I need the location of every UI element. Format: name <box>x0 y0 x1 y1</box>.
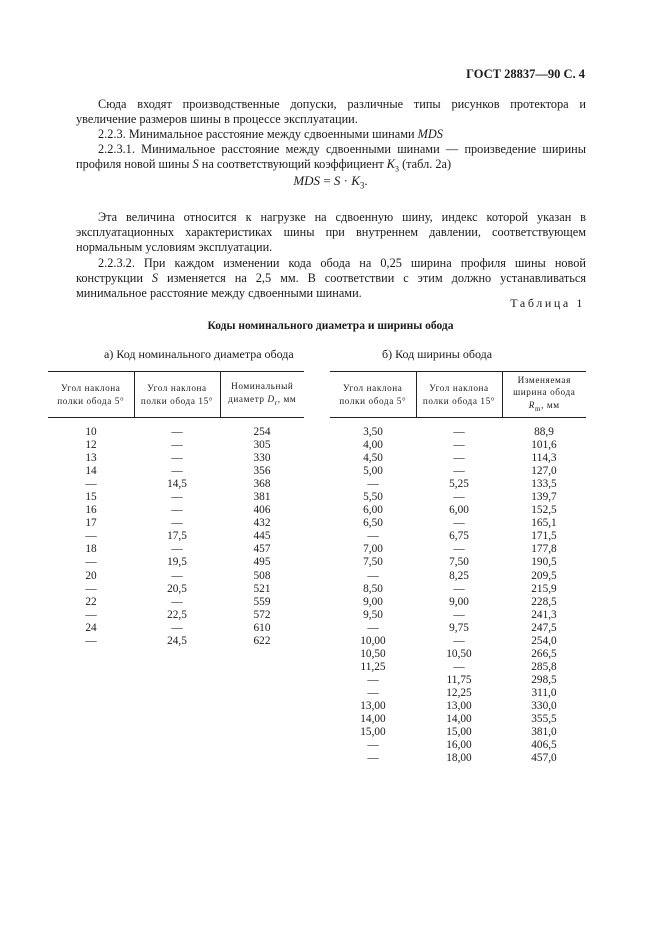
table-cell: — <box>85 582 97 595</box>
table-cell: — <box>171 517 183 530</box>
table-row <box>330 622 586 635</box>
table-cell: 406 <box>253 504 271 517</box>
table-cell: — <box>453 426 465 439</box>
table-cell: — <box>85 556 97 569</box>
clause-2-2-3-1 <box>76 142 586 177</box>
clause-text-b: изменяется на 2,5 мм. В соответствии с этим должно устанавливаться минимальное расстояние между сдвоенными шинами. <box>76 271 587 301</box>
clause-number: 2.2.3.1. <box>98 142 135 156</box>
table-cell: 14,00 <box>360 713 386 726</box>
table-cell: 18,00 <box>446 752 472 765</box>
table-cell: 12 <box>85 439 97 452</box>
table-cell: 19,5 <box>167 556 187 569</box>
table-row <box>48 491 304 504</box>
clause-number: 2.2.3.2. <box>98 256 135 270</box>
table-cell: 6,00 <box>363 504 383 517</box>
table-cell: 330 <box>253 452 271 465</box>
table-row <box>330 504 586 517</box>
var-k-sub: 3 <box>394 164 399 174</box>
table-cell: 7,00 <box>363 543 383 556</box>
clause-abbr: MDS <box>417 127 443 141</box>
var-k: K <box>386 157 395 172</box>
table-row <box>330 739 586 752</box>
col-header-unit: , мм <box>541 399 560 410</box>
table-row <box>48 530 304 543</box>
table-cell: 152,5 <box>531 504 557 517</box>
table-cell: 10,50 <box>446 647 472 660</box>
clause-text-a: При каждом изменении кода обода на 0,25 ширина профиля шины новой конструкции <box>76 256 586 286</box>
table-cell: 330,0 <box>531 700 557 712</box>
table-b-subtitle: б) Код ширины обода <box>382 347 493 361</box>
table-cell: 8,50 <box>363 582 383 595</box>
table-cell: — <box>367 621 379 634</box>
clause-text-a: Минимальное расстояние между сдвоенными шинами — произведение ширины профиля новой шины <box>76 142 586 172</box>
table-rim-diameter <box>48 371 304 648</box>
table-row <box>330 661 586 674</box>
table-cell: 285,8 <box>531 660 557 673</box>
table-cell: 16 <box>85 504 97 517</box>
table-row <box>330 648 586 661</box>
table-row <box>330 570 586 583</box>
table-cell: 5,25 <box>449 478 469 491</box>
table-cell: — <box>171 595 183 608</box>
table-cell: 20,5 <box>167 582 187 595</box>
table-cell: 228,5 <box>531 595 557 608</box>
table-cell: 457 <box>253 543 271 556</box>
table-cell: 7,50 <box>449 556 469 569</box>
table-cell: — <box>171 439 183 452</box>
col-header-15deg: Угол наклона полки обода 15° <box>134 372 220 418</box>
table-rim-width <box>330 371 586 765</box>
table-cell: 18 <box>85 543 97 556</box>
table-cell: 8,25 <box>449 569 469 582</box>
table-cell: 610 <box>253 621 271 634</box>
table-cell: 381,0 <box>531 726 557 739</box>
table-row <box>330 713 586 726</box>
table-cell: — <box>367 673 379 686</box>
paragraph-load-text: Эта величина относится к нагрузке на сдвоенную шину, индекс которой указан в эксплуатационных характеристиках шины при внутреннем давлении, соответствующем нормальным условиям эксплуатации. <box>76 210 586 255</box>
table-cell: 10,50 <box>360 647 386 660</box>
table-cell: 6,75 <box>449 530 469 543</box>
paragraph-tolerances <box>76 97 586 127</box>
table-cell: — <box>367 530 379 543</box>
table-cell: — <box>171 543 183 556</box>
table-cell: 114,3 <box>531 452 557 465</box>
table-cell: 559 <box>253 595 271 608</box>
table-cell: — <box>171 452 183 465</box>
var-s: S <box>192 157 199 172</box>
table-cell: 311,0 <box>531 686 557 699</box>
table-row <box>48 418 304 440</box>
col-header-sub: r <box>274 398 278 407</box>
table-cell: 14,5 <box>167 478 187 491</box>
table-cell: — <box>85 530 97 543</box>
table-cell: 381 <box>253 491 271 504</box>
table-cell: 432 <box>253 517 271 530</box>
table-row <box>330 726 586 739</box>
table-row <box>330 752 586 765</box>
table-cell: 13,00 <box>446 700 472 712</box>
table-cell: 171,5 <box>531 530 557 543</box>
col-header-text: Изменяемая ширина обода <box>513 374 576 398</box>
table-cell: — <box>171 491 183 504</box>
table-row <box>330 465 586 478</box>
clause-text-b: на соответствующий коэффициент <box>201 157 384 172</box>
col-header-15deg: Угол наклона полки обода 15° <box>416 372 502 418</box>
table-title: Коды номинального диаметра и ширины обода <box>207 320 454 332</box>
table-cell: 15 <box>85 491 97 504</box>
table-cell: 7,50 <box>363 556 383 569</box>
table-cell: — <box>171 465 183 478</box>
table-cell: 254,0 <box>531 634 557 647</box>
table-row <box>330 530 586 543</box>
table-cell: 247,5 <box>531 621 557 634</box>
table-row <box>330 543 586 556</box>
table-row <box>330 635 586 648</box>
table-cell: 622 <box>253 634 271 647</box>
formula-s: S <box>333 173 341 188</box>
col-header-5deg: Угол наклона полки обода 5° <box>48 372 134 418</box>
table-cell: 22,5 <box>167 608 187 621</box>
table-cell: 10 <box>85 426 97 439</box>
table-row <box>48 452 304 465</box>
table-cell: 572 <box>253 608 271 621</box>
col-header-var: D <box>267 393 275 404</box>
table-row <box>330 700 586 713</box>
col-header-sub: m <box>535 404 542 413</box>
table-row <box>48 583 304 596</box>
formula-mds <box>0 173 661 191</box>
table-a-subtitle: а) Код номинального диаметра обода <box>104 347 294 361</box>
table-row <box>330 556 586 569</box>
formula-k: K <box>351 173 360 188</box>
table-cell: — <box>453 582 465 595</box>
table-cell: 495 <box>253 556 271 569</box>
table-cell: 17 <box>85 517 97 530</box>
table-label: Таблица 1 <box>510 296 585 310</box>
table-cell: — <box>453 608 465 621</box>
table-cell: 15,00 <box>446 726 472 739</box>
table-cell: 457,0 <box>531 752 557 765</box>
formula-lhs: MDS <box>293 173 321 188</box>
table-cell: 9,50 <box>363 608 383 621</box>
table-cell: — <box>453 465 465 478</box>
page-header: ГОСТ 28837—90 С. 4 <box>466 67 585 81</box>
col-header-var: R <box>528 399 536 410</box>
table-cell: 508 <box>253 569 271 582</box>
table-row <box>48 465 304 478</box>
table-cell: 13,00 <box>360 700 386 712</box>
table-cell: 133,5 <box>531 478 557 491</box>
table-cell: 16,00 <box>446 739 472 752</box>
paragraph-tolerances-text: Сюда входят производственные допуски, различные типы рисунков протектора и увеличение размеров шины в процессе эксплуатации. <box>76 97 586 127</box>
table-cell: 127,0 <box>531 465 557 478</box>
table-cell: — <box>367 569 379 582</box>
table-row <box>48 504 304 517</box>
table-cell: 11,25 <box>360 660 386 673</box>
table-row <box>330 517 586 530</box>
table-cell: 190,5 <box>531 556 557 569</box>
clause-text-c: (табл. 2а) <box>402 157 452 172</box>
table-cell: — <box>453 660 465 673</box>
col-header-unit: , мм <box>277 393 297 404</box>
table-cell: 4,00 <box>363 439 383 452</box>
table-cell: — <box>85 478 97 491</box>
table-cell: 254 <box>253 426 271 439</box>
col-header-diameter <box>220 372 304 418</box>
table-cell: — <box>85 634 97 647</box>
table-cell: 406,5 <box>531 739 557 752</box>
clause-2-2-3 <box>76 127 586 142</box>
table-cell: 20 <box>85 569 97 582</box>
col-header-width <box>502 372 586 418</box>
table-cell: 3,50 <box>363 426 383 439</box>
table-cell: 24,5 <box>167 634 187 647</box>
table-cell: — <box>367 752 379 765</box>
table-cell: — <box>453 634 465 647</box>
table-cell: 88,9 <box>534 426 554 439</box>
table-cell: 15,00 <box>360 726 386 739</box>
table-row <box>330 439 586 452</box>
clause-number: 2.2.3. <box>98 127 126 141</box>
table-cell: 6,50 <box>363 517 383 530</box>
table-row <box>330 583 586 596</box>
table-cell: 241,3 <box>531 608 557 621</box>
table-cell: 215,9 <box>531 582 557 595</box>
table-cell: 209,5 <box>531 569 557 582</box>
table-row <box>48 478 304 491</box>
table-cell: 165,1 <box>531 517 557 530</box>
table-cell: 355,5 <box>531 713 557 726</box>
table-cell: 11,75 <box>446 673 472 686</box>
table-row <box>48 570 304 583</box>
table-cell: 14,00 <box>446 713 472 726</box>
formula-k-sub: 3 <box>359 180 365 191</box>
table-row <box>330 687 586 700</box>
table-row <box>330 674 586 687</box>
table-cell: — <box>453 543 465 556</box>
paragraph-load <box>76 210 586 256</box>
table-row <box>330 596 586 609</box>
table-row <box>330 491 586 504</box>
table-cell: — <box>453 517 465 530</box>
table-cell: 521 <box>253 582 271 595</box>
table-cell: — <box>171 569 183 582</box>
table-cell: 12,25 <box>446 686 472 699</box>
table-row <box>48 635 304 648</box>
col-header-5deg: Угол наклона полки обода 5° <box>330 372 416 418</box>
table-cell: 177,8 <box>531 543 557 556</box>
table-cell: — <box>367 478 379 491</box>
table-row <box>330 609 586 622</box>
table-cell: 266,5 <box>531 647 557 660</box>
table-row <box>48 543 304 556</box>
table-cell: — <box>171 621 183 634</box>
table-cell: 305 <box>253 439 271 452</box>
table-cell: — <box>453 452 465 465</box>
clause-text: Минимальное расстояние между сдвоенными шинами <box>128 127 415 141</box>
table-cell: 101,6 <box>531 439 557 452</box>
table-cell: 9,00 <box>449 595 469 608</box>
table-cell: 9,75 <box>449 621 469 634</box>
clause-2-2-3-2 <box>76 256 586 302</box>
table-cell: — <box>85 608 97 621</box>
table-row <box>330 418 586 440</box>
table-cell: 368 <box>253 478 271 491</box>
table-row <box>48 609 304 622</box>
table-cell: 22 <box>85 595 97 608</box>
table-row <box>330 452 586 465</box>
table-cell: — <box>367 739 379 752</box>
table-cell: 10,00 <box>360 634 386 647</box>
table-row <box>48 517 304 530</box>
table-cell: 14 <box>85 465 97 478</box>
table-cell: — <box>367 686 379 699</box>
table-cell: — <box>171 426 183 439</box>
table-cell: — <box>171 504 183 517</box>
table-cell: 6,00 <box>449 504 469 517</box>
table-cell: 13 <box>85 452 97 465</box>
table-cell: — <box>453 439 465 452</box>
formula-eq: = <box>323 173 331 188</box>
table-cell: 17,5 <box>167 530 187 543</box>
table-cell: 5,00 <box>363 465 383 478</box>
table-cell: — <box>453 491 465 504</box>
table-row <box>48 556 304 569</box>
table-cell: 445 <box>253 530 271 543</box>
table-row <box>330 478 586 491</box>
table-row <box>48 596 304 609</box>
table-cell: 5,50 <box>363 491 383 504</box>
table-row <box>48 622 304 635</box>
table-cell: 9,00 <box>363 595 383 608</box>
table-row <box>48 439 304 452</box>
table-cell: 356 <box>253 465 271 478</box>
table-cell: 139,7 <box>531 491 557 504</box>
formula-end: . <box>364 173 368 188</box>
formula-dot: · <box>343 173 348 188</box>
table-cell: 4,50 <box>363 452 383 465</box>
table-cell: 24 <box>85 621 97 634</box>
col-header-text: Номинальный диаметр <box>228 381 294 404</box>
table-cell: 298,5 <box>531 673 557 686</box>
var-s: S <box>151 271 159 286</box>
